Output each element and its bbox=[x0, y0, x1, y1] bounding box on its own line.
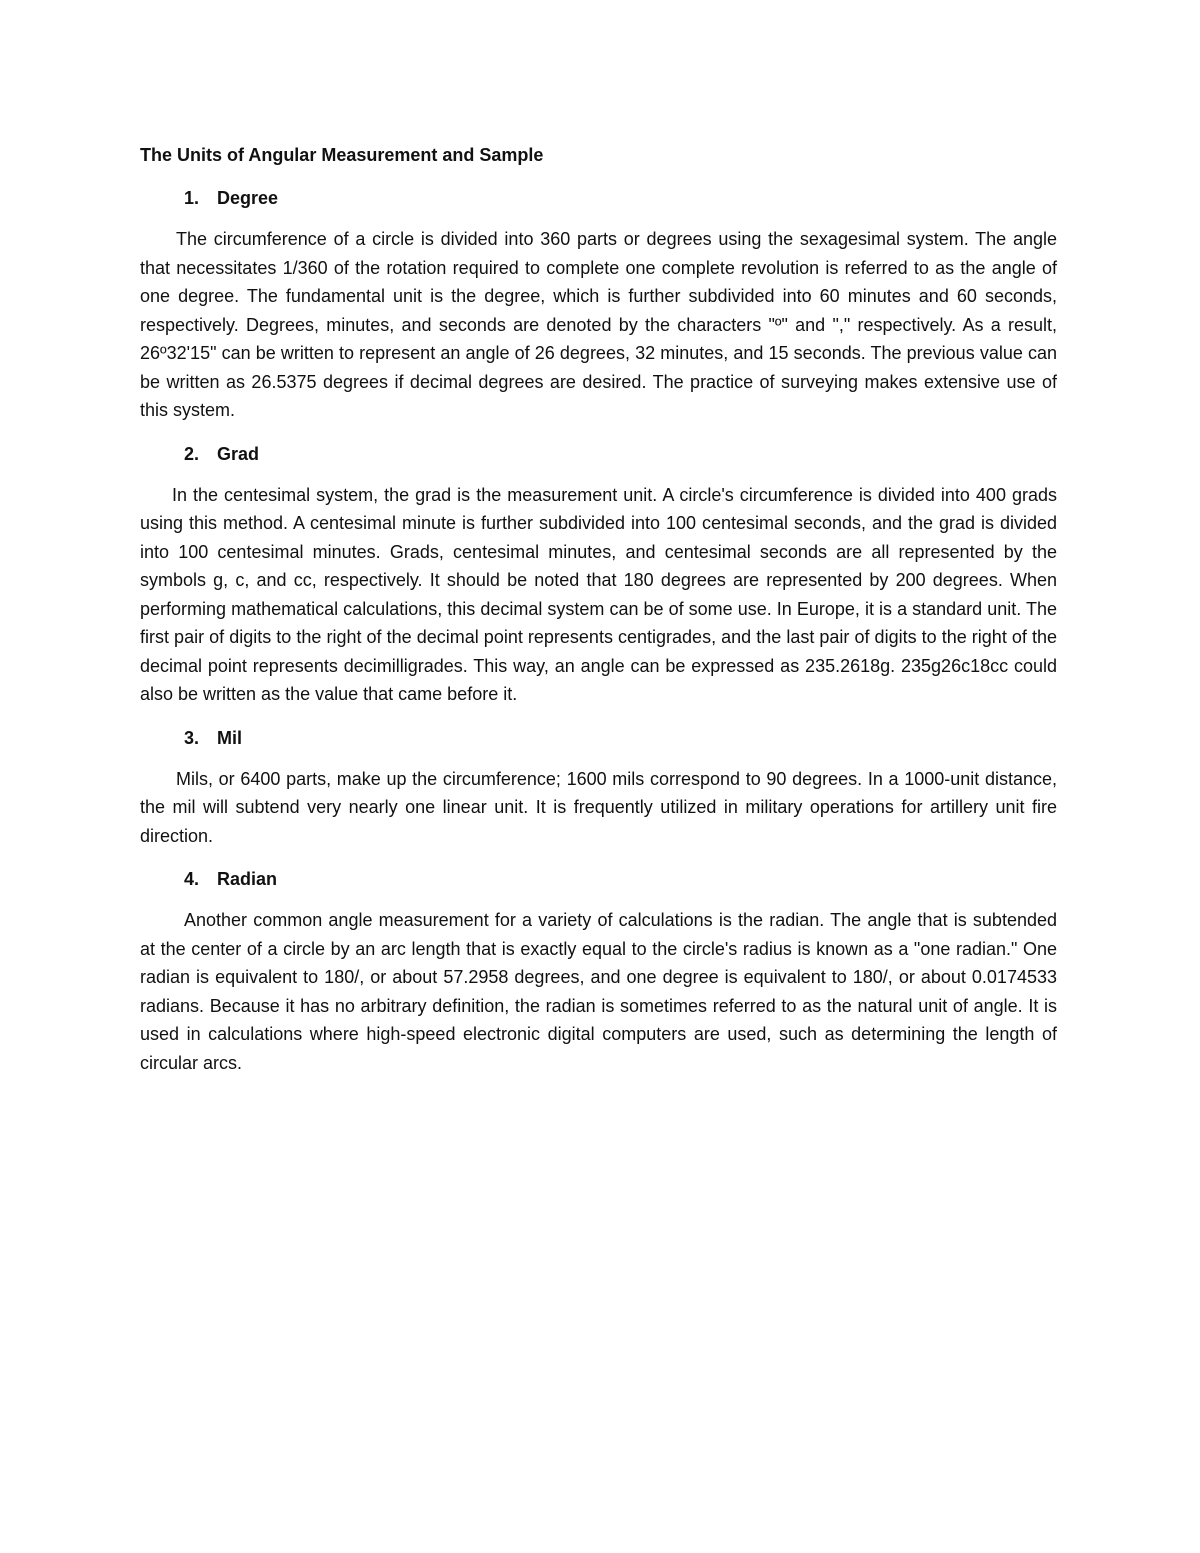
section-title: Degree bbox=[217, 188, 279, 208]
section-heading-mil bbox=[140, 723, 1057, 753]
section-number: 2. bbox=[184, 443, 200, 464]
section-title: Radian bbox=[217, 869, 278, 889]
section-heading-degree bbox=[140, 183, 1057, 213]
section-title: Mil bbox=[217, 727, 242, 748]
document-title: The Units of Angular Measurement and Sample bbox=[140, 145, 544, 165]
section-number: 4. bbox=[184, 869, 200, 889]
section-paragraph-radian: Another common angle measurement for a variety of calculations is the radian. The angle that is subtended at the center of a circle by an arc length that is exactly equal to the circle's radius is known as a "one radian." One radian is equivalent to 180/, or about 57.2958 degrees, and one degree is equivalent to 180/, or about 0.0174533 radians. Because it has no arbitrary definition, the radian is sometimes referred to as the natural unit of angle. It is used in calculations where high-speed electronic digital computers are used, such as determining the length of circular arcs. bbox=[140, 910, 1057, 1073]
section-heading-radian bbox=[140, 864, 1057, 894]
section-number: 1. bbox=[184, 188, 200, 208]
section-title: Grad bbox=[217, 443, 260, 464]
section-paragraph-grad: In the centesimal system, the grad is the measurement unit. A circle's circumference is divided into 400 grads using this method. A centesimal minute is further subdivided into 100 centesimal seconds, and the grad is divided into 100 centesimal minutes. Grads, centesimal minutes, and centesimal seconds are all represented by the symbols g, c, and cc, respectively. It should be noted that 180 degrees are represented by 200 degrees. When performing mathematical calculations, this decimal system can be of some use. In Europe, it is a standard unit. The first pair of digits to the right of the decimal point represents centigrades, and the last pair of digits to the right of the decimal point represents decimilligrades. This way, an angle can be expressed as 235.2618g. 235g26c18cc could also be written as the value that came before it. bbox=[140, 484, 1057, 704]
section-number: 3. bbox=[184, 727, 200, 748]
section-paragraph-degree: The circumference of a circle is divided into 360 parts or degrees using the sexagesimal system. The angle that necessitates 1/360 of the rotation required to complete one complete revolution is referred to as the angle of one degree. The fundamental unit is the degree, which is further subdivided into 60 minutes and 60 seconds, respectively. Degrees, minutes, and seconds are denoted by the characters "º" and "," respectively. As a result, 26º32'15" can be written to represent an angle of 26 degrees, 32 minutes, and 15 seconds. The previous value can be written as 26.5375 degrees if decimal degrees are desired. The practice of surveying makes extensive use of this system. bbox=[140, 229, 1057, 420]
section-paragraph-mil: Mils, or 6400 parts, make up the circumference; 1600 mils correspond to 90 degrees. In a 1000-unit distance, the mil will subtend very nearly one linear unit. It is frequently utilized in military operations for artillery unit fire direction. bbox=[140, 768, 1057, 846]
section-heading-grad bbox=[140, 439, 1057, 469]
document-body bbox=[140, 140, 1057, 1091]
